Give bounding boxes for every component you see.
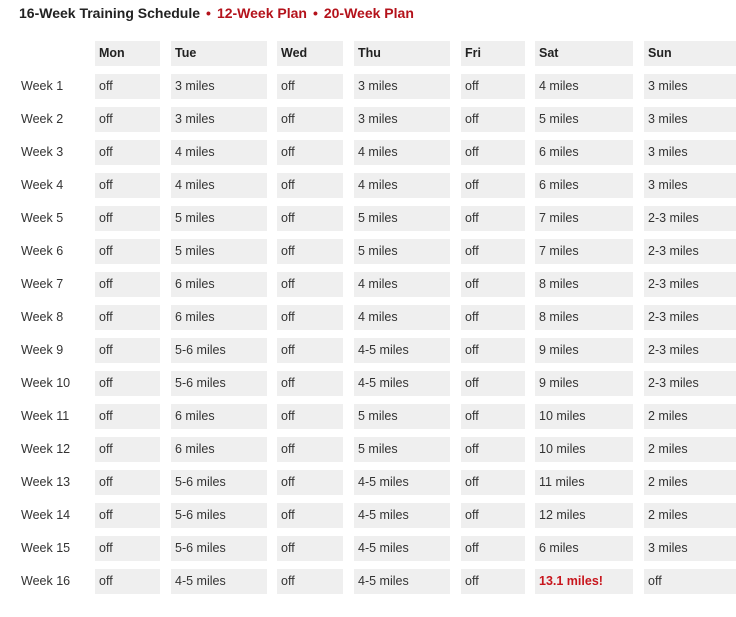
schedule-cell: 2 miles	[644, 437, 736, 462]
schedule-cell: off	[277, 536, 343, 561]
schedule-cell: 4-5 miles	[354, 569, 450, 594]
schedule-cell: 5 miles	[171, 239, 267, 264]
schedule-cell: 5 miles	[354, 404, 450, 429]
schedule-cell: 6 miles	[171, 272, 267, 297]
schedule-cell: off	[95, 272, 160, 297]
schedule-cell: 2 miles	[644, 503, 736, 528]
schedule-cell: 3 miles	[354, 107, 450, 132]
schedule-cell: off	[95, 338, 160, 363]
schedule-cell: 6 miles	[535, 536, 633, 561]
schedule-cell: 2 miles	[644, 404, 736, 429]
schedule-cell: off	[461, 206, 525, 231]
schedule-cell: 3 miles	[644, 536, 736, 561]
schedule-cell: 4-5 miles	[354, 503, 450, 528]
schedule-cell: 6 miles	[535, 173, 633, 198]
schedule-cell: 2-3 miles	[644, 305, 736, 330]
race-day-cell: 13.1 miles!	[535, 569, 633, 594]
schedule-cell: 11 miles	[535, 470, 633, 495]
title-separator: •	[312, 5, 318, 21]
schedule-cell: off	[461, 239, 525, 264]
schedule-cell: 5-6 miles	[171, 470, 267, 495]
schedule-cell: 7 miles	[535, 239, 633, 264]
schedule-cell: 5 miles	[535, 107, 633, 132]
row-label-week: Week 10	[21, 376, 71, 390]
schedule-cell: off	[461, 404, 525, 429]
page-header	[19, 4, 414, 22]
schedule-cell: off	[277, 437, 343, 462]
schedule-cell: off	[95, 239, 160, 264]
link-20-week-plan[interactable]: 20-Week Plan	[323, 5, 414, 21]
schedule-cell: 4 miles	[171, 173, 267, 198]
row-label-week: Week 6	[21, 244, 64, 258]
schedule-cell: off	[95, 206, 160, 231]
schedule-cell: 3 miles	[171, 107, 267, 132]
row-label-week: Week 12	[21, 442, 71, 456]
schedule-cell: 2 miles	[644, 470, 736, 495]
schedule-cell: off	[95, 536, 160, 561]
schedule-cell: off	[95, 437, 160, 462]
schedule-cell: 5-6 miles	[171, 371, 267, 396]
schedule-cell: off	[277, 173, 343, 198]
row-label-week: Week 14	[21, 508, 71, 522]
row-label-week: Week 7	[21, 277, 64, 291]
column-header-tue: Tue	[171, 41, 267, 66]
row-label-week: Week 13	[21, 475, 71, 489]
page-title: 16-Week Training Schedule	[19, 5, 201, 21]
schedule-cell: 7 miles	[535, 206, 633, 231]
column-header-sat: Sat	[535, 41, 633, 66]
schedule-cell: off	[461, 140, 525, 165]
schedule-cell: off	[277, 272, 343, 297]
schedule-cell: 3 miles	[644, 173, 736, 198]
schedule-cell: 8 miles	[535, 272, 633, 297]
schedule-cell: off	[277, 140, 343, 165]
schedule-cell: 2-3 miles	[644, 371, 736, 396]
row-label-week: Week 11	[21, 409, 70, 423]
schedule-cell: off	[95, 470, 160, 495]
schedule-cell: off	[95, 404, 160, 429]
row-label-week: Week 2	[21, 112, 64, 126]
schedule-cell: 5 miles	[354, 239, 450, 264]
schedule-cell: 4 miles	[171, 140, 267, 165]
schedule-cell: 2-3 miles	[644, 338, 736, 363]
row-label-week: Week 5	[21, 211, 64, 225]
row-label-week: Week 16	[21, 574, 71, 588]
schedule-cell: off	[277, 206, 343, 231]
schedule-cell: off	[95, 173, 160, 198]
schedule-cell: 4-5 miles	[354, 470, 450, 495]
schedule-cell: 4-5 miles	[171, 569, 267, 594]
schedule-cell: off	[95, 74, 160, 99]
schedule-cell: 6 miles	[535, 140, 633, 165]
row-label-week: Week 9	[21, 343, 64, 357]
schedule-cell: off	[95, 305, 160, 330]
schedule-cell: 5 miles	[354, 206, 450, 231]
schedule-cell: off	[95, 371, 160, 396]
schedule-cell: 10 miles	[535, 404, 633, 429]
schedule-cell: 5 miles	[171, 206, 267, 231]
schedule-cell: 10 miles	[535, 437, 633, 462]
schedule-cell: 2-3 miles	[644, 272, 736, 297]
link-12-week-plan[interactable]: 12-Week Plan	[216, 5, 307, 21]
schedule-cell: 9 miles	[535, 338, 633, 363]
column-header-sun: Sun	[644, 41, 736, 66]
column-header-fri: Fri	[461, 41, 525, 66]
schedule-cell: 12 miles	[535, 503, 633, 528]
schedule-cell: 4-5 miles	[354, 371, 450, 396]
schedule-cell: off	[95, 107, 160, 132]
schedule-cell: off	[277, 305, 343, 330]
schedule-cell: 4 miles	[535, 74, 633, 99]
schedule-cell: 3 miles	[644, 107, 736, 132]
schedule-cell: off	[277, 239, 343, 264]
schedule-cell: 5-6 miles	[171, 503, 267, 528]
schedule-cell: off	[277, 338, 343, 363]
schedule-cell: 6 miles	[171, 404, 267, 429]
schedule-cell: off	[95, 503, 160, 528]
schedule-cell: off	[461, 437, 525, 462]
column-header-wed: Wed	[277, 41, 343, 66]
schedule-cell: 5-6 miles	[171, 536, 267, 561]
title-separator: •	[206, 5, 211, 21]
schedule-cell: off	[277, 470, 343, 495]
schedule-cell: off	[461, 74, 525, 99]
schedule-cell: off	[461, 338, 525, 363]
schedule-cell: off	[277, 503, 343, 528]
schedule-cell: off	[461, 536, 525, 561]
row-label-week: Week 8	[21, 310, 64, 324]
schedule-cell: off	[277, 569, 343, 594]
schedule-cell: 5-6 miles	[171, 338, 267, 363]
schedule-cell: 4-5 miles	[354, 338, 450, 363]
row-label-week: Week 3	[21, 145, 64, 159]
schedule-cell: off	[461, 173, 525, 198]
schedule-cell: 4 miles	[354, 173, 450, 198]
column-header-thu: Thu	[354, 41, 450, 66]
schedule-cell: 3 miles	[644, 74, 736, 99]
schedule-cell: off	[277, 404, 343, 429]
schedule-cell: off	[461, 503, 525, 528]
schedule-cell: off	[95, 569, 160, 594]
row-label-week: Week 1	[21, 79, 64, 93]
schedule-cell: 6 miles	[171, 437, 267, 462]
schedule-cell: 2-3 miles	[644, 239, 736, 264]
schedule-cell: off	[461, 470, 525, 495]
row-label-week: Week 4	[21, 178, 64, 192]
column-header-mon: Mon	[95, 41, 160, 66]
schedule-cell: off	[461, 107, 525, 132]
schedule-cell: 5 miles	[354, 437, 450, 462]
schedule-cell: 8 miles	[535, 305, 633, 330]
schedule-cell: off	[461, 569, 525, 594]
schedule-cell: 2-3 miles	[644, 206, 736, 231]
schedule-cell: 3 miles	[644, 140, 736, 165]
schedule-cell: off	[95, 140, 160, 165]
schedule-cell: off	[461, 272, 525, 297]
schedule-cell: 9 miles	[535, 371, 633, 396]
schedule-cell: off	[277, 107, 343, 132]
schedule-cell: off	[277, 371, 343, 396]
schedule-cell: off	[644, 569, 736, 594]
schedule-cell: 6 miles	[171, 305, 267, 330]
row-label-week: Week 15	[21, 541, 71, 555]
schedule-cell: 3 miles	[354, 74, 450, 99]
schedule-cell: 3 miles	[171, 74, 267, 99]
schedule-cell: off	[461, 371, 525, 396]
schedule-cell: 4 miles	[354, 140, 450, 165]
schedule-cell: 4 miles	[354, 272, 450, 297]
schedule-cell: 4-5 miles	[354, 536, 450, 561]
schedule-cell: off	[277, 74, 343, 99]
schedule-cell: 4 miles	[354, 305, 450, 330]
schedule-cell: off	[461, 305, 525, 330]
